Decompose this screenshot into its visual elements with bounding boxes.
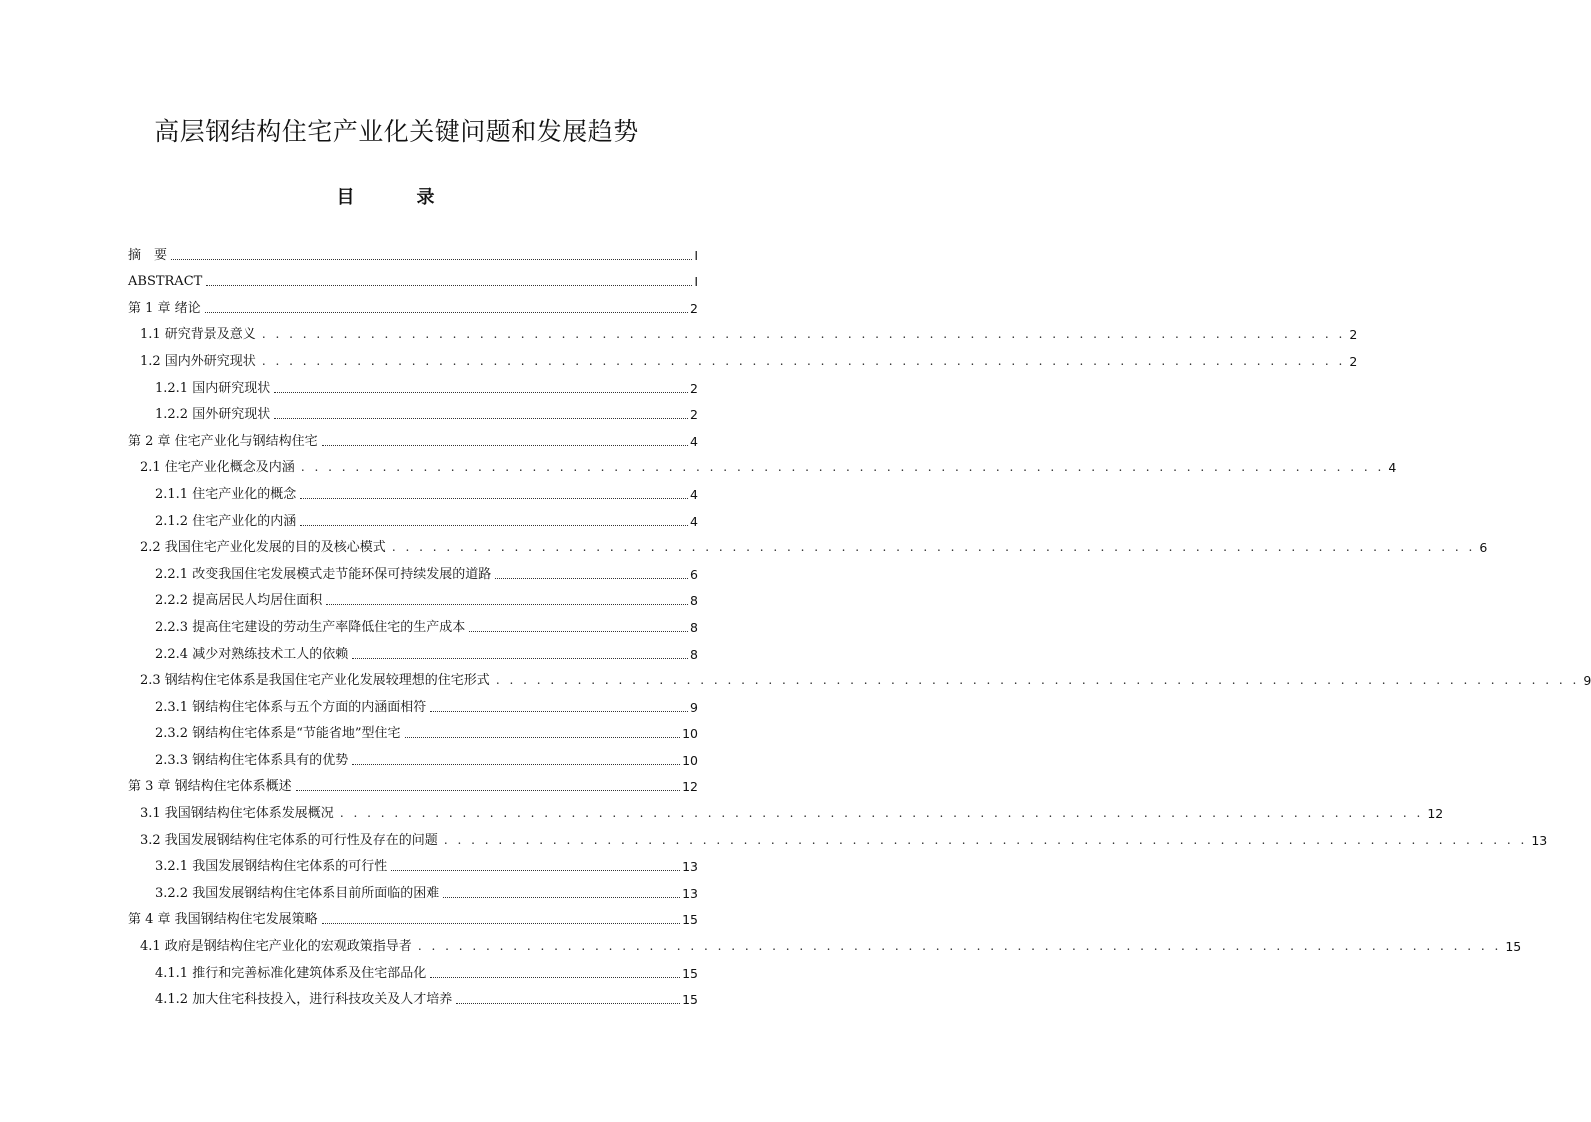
dot-leader [205,311,688,313]
dot-leader [469,630,688,632]
dot-leader: . . . . . . . . . . . . . . . . . . . . . . . . . . . . . . . . . . . . . . . . . . . . . . . . . . . . . . . . . . . . . . . . . . . . . . . . . . . . . . . . [495,673,1580,688]
toc-entry[interactable] [128,475,698,502]
toc-entry-page-number: 2 [690,407,698,423]
toc-entry[interactable] [128,635,698,662]
toc-entry[interactable] [128,741,698,768]
dot-leader [171,258,692,260]
toc-entry-page-number: 4 [1388,460,1397,476]
toc-entry-label: 2.1.2 住宅产业化的内涵 [155,513,297,529]
toc-entry-label: 2.3 钢结构住宅体系是我国住宅产业化发展较理想的住宅形式 [140,673,490,689]
toc-entry-page-number: 15 [682,912,698,928]
toc-entry-label: 2.3.3 钢结构住宅体系具有的优势 [155,752,349,768]
toc-entry-page-number: 13 [682,885,698,901]
toc-entry[interactable] [128,396,698,423]
toc-entry[interactable] [128,422,698,449]
toc-entry-page-number: 13 [1531,832,1548,848]
toc-entry-label: 1.2.2 国外研究现状 [155,407,271,423]
toc-entry-page-number: 8 [690,646,698,662]
toc-entry-page-number: 4 [690,433,698,449]
dot-leader [456,1002,680,1004]
document-title: 高层钢结构住宅产业化关键问题和发展趋势 [154,117,639,146]
toc-entry-label: 摘 要 [128,247,168,263]
toc-entry-label: 2.1 住宅产业化概念及内涵 [140,460,295,476]
toc-entry-label: ABSTRACT [128,274,203,290]
toc-entry[interactable] [128,768,698,795]
toc-entry-page-number: 9 [690,699,698,715]
toc-entry[interactable] [128,848,698,875]
toc-entry-page-number: 6 [1479,540,1488,556]
dot-leader [352,763,680,765]
dot-leader [300,497,688,499]
dot-leader: . . . . . . . . . . . . . . . . . . . . . . . . . . . . . . . . . . . . . . . . . . . . . . . . . . . . . . . . . . . . . . . . . . . . . . . . . . . . . . . . [391,540,1476,555]
toc-entry[interactable] [128,662,1591,689]
toc-entry[interactable] [128,927,1522,955]
toc-entry-page-number: 13 [682,859,698,875]
dot-leader [495,577,688,579]
dot-leader: . . . . . . . . . . . . . . . . . . . . . . . . . . . . . . . . . . . . . . . . . . . . . . . . . . . . . . . . . . . . . . . . . . . . . . . . . . . . . . . . [300,460,1385,475]
toc-entry-label: 第 2 章 住宅产业化与钢结构住宅 [128,433,318,449]
toc-entry[interactable] [128,529,1488,556]
toc-entry-page-number: 4 [690,486,698,502]
toc-entry[interactable] [128,715,698,742]
toc-entry-label: 2.1.1 住宅产业化的概念 [155,486,297,502]
toc-entry-page-number: I [694,274,698,290]
toc-entry-label: 2.3.2 钢结构住宅体系是“节能省地”型住宅 [155,726,401,742]
toc-entry-label: 2.2.3 提高住宅建设的劳动生产率降低住宅的生产成本 [155,619,466,635]
dot-leader [274,417,688,419]
toc-entry-label: 3.1 我国钢结构住宅体系发展概况 [140,806,334,822]
dot-leader [300,524,688,526]
dot-leader [326,603,688,605]
toc-entry[interactable] [128,449,1397,476]
dot-leader [296,789,680,791]
toc-entry-page-number: 8 [690,619,698,635]
toc-entry-page-number: 2 [1349,353,1358,369]
toc-heading: 目 录 [336,187,457,208]
toc-entry-page-number: 12 [682,779,698,795]
toc-entry[interactable] [128,608,698,635]
toc-entry-label: 3.2.1 我国发展钢结构住宅体系的可行性 [155,859,388,875]
dot-leader: . . . . . . . . . . . . . . . . . . . . . . . . . . . . . . . . . . . . . . . . . . . . . . . . . . . . . . . . . . . . . . . . . . . . . . . . . . . . . . . . [339,806,1424,821]
dot-leader: . . . . . . . . . . . . . . . . . . . . . . . . . . . . . . . . . . . . . . . . . . . . . . . . . . . . . . . . . . . . . . . . . . . . . . . . . . . . . . . . [261,353,1346,368]
toc-entry-page-number: 10 [682,726,698,742]
toc-entry[interactable] [128,316,1358,343]
toc-entry[interactable] [128,821,1548,848]
dot-leader [274,391,688,393]
toc-entry[interactable] [128,342,1358,369]
toc-entry-page-number: 2 [1349,327,1358,343]
toc-entry[interactable] [128,688,698,715]
dot-leader [443,896,680,898]
toc-entry-page-number: 15 [682,992,698,1008]
toc-entry[interactable] [128,263,698,290]
dot-leader [322,444,688,446]
toc-entry-label: 1.2 国内外研究现状 [140,353,256,369]
toc-entry-label: 第 3 章 钢结构住宅体系概述 [128,779,292,795]
toc-entry[interactable] [128,981,698,1008]
toc-entry-label: 3.2.2 我国发展钢结构住宅体系目前所面临的困难 [155,885,440,901]
toc-entry-page-number: 15 [682,965,698,981]
dot-leader: . . . . . . . . . . . . . . . . . . . . . . . . . . . . . . . . . . . . . . . . . . . . . . . . . . . . . . . . . . . . . . . . . . . . . . . . . . . . . . . . [417,939,1502,954]
toc-entry-label: 4.1.1 推行和完善标准化建筑体系及住宅部品化 [155,965,427,981]
toc-entry-label: 4.1 政府是钢结构住宅产业化的宏观政策指导者 [140,939,412,955]
dot-leader [352,657,688,659]
toc-entry[interactable] [128,236,698,263]
toc-entry-label: 1.2.1 国内研究现状 [155,380,271,396]
toc-entry[interactable] [128,502,698,529]
toc-entry-label: 3.2 我国发展钢结构住宅体系的可行性及存在的问题 [140,832,438,848]
toc-entry-label: 2.2.4 减少对熟练技术工人的依赖 [155,646,349,662]
toc-entry[interactable] [128,555,698,582]
dot-leader: . . . . . . . . . . . . . . . . . . . . . . . . . . . . . . . . . . . . . . . . . . . . . . . . . . . . . . . . . . . . . . . . . . . . . . . . . . . . . . . . [261,327,1346,342]
toc-entry-page-number: 2 [690,380,698,396]
toc-entry-label: 2.3.1 钢结构住宅体系与五个方面的内涵面相符 [155,699,427,715]
toc-entry-label: 4.1.2 加大住宅科技投入，进行科技攻关及人才培养 [155,992,453,1008]
toc-entry[interactable] [128,901,698,928]
toc-entry[interactable] [128,794,1444,822]
toc-entry-page-number: 2 [690,300,698,316]
toc-entry-page-number: 10 [682,752,698,768]
toc-entry[interactable] [128,954,698,981]
dot-leader [322,922,680,924]
toc-entry-label: 第 4 章 我国钢结构住宅发展策略 [128,912,318,928]
toc-entry[interactable] [128,874,698,901]
toc-entry[interactable] [128,289,698,316]
toc-entry[interactable] [128,582,698,609]
toc-entry-label: 第 1 章 绪论 [128,300,201,316]
toc-entry-page-number: 15 [1505,939,1522,955]
table-of-contents [128,236,1591,1008]
toc-entry-page-number: 9 [1583,673,1591,689]
toc-entry-label: 2.2 我国住宅产业化发展的目的及核心模式 [140,540,386,556]
toc-entry[interactable] [128,369,698,396]
dot-leader: . . . . . . . . . . . . . . . . . . . . . . . . . . . . . . . . . . . . . . . . . . . . . . . . . . . . . . . . . . . . . . . . . . . . . . . . . . . . . . . . [443,832,1528,847]
toc-entry-label: 2.2.1 改变我国住宅发展模式走节能环保可持续发展的道路 [155,566,492,582]
toc-entry-page-number: 8 [690,593,698,609]
dot-leader [206,284,692,286]
toc-entry-page-number: 4 [690,513,698,529]
dot-leader [430,710,688,712]
toc-entry-page-number: I [694,247,698,263]
toc-entry-label: 1.1 研究背景及意义 [140,327,256,343]
toc-entry-label: 2.2.2 提高居民人均居住面积 [155,593,323,609]
dot-leader [391,869,680,871]
dot-leader [405,736,681,738]
toc-entry-page-number: 12 [1427,806,1444,822]
toc-entry-page-number: 6 [690,566,698,582]
dot-leader [430,976,680,978]
